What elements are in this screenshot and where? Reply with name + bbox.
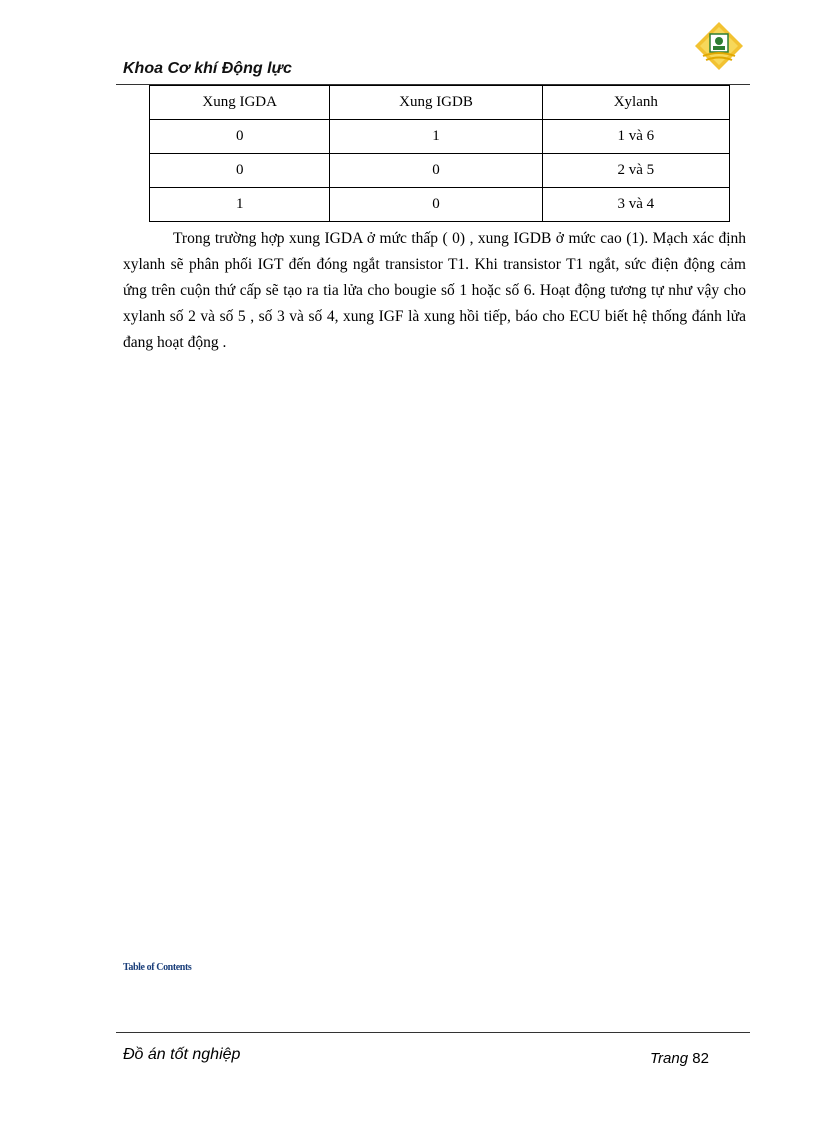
table-cell: 3 và 4	[542, 188, 729, 222]
column-header: Xylanh	[542, 86, 729, 120]
footer-divider	[116, 1032, 750, 1033]
column-header: Xung IGDA	[150, 86, 330, 120]
table-cell: 0	[330, 188, 542, 222]
page-number: 82	[692, 1050, 709, 1067]
page-indicator	[650, 1050, 709, 1067]
table-cell: 1	[150, 188, 330, 222]
ignition-table	[149, 85, 730, 222]
table-cell: 1 và 6	[542, 120, 729, 154]
body-paragraph: Trong trường hợp xung IGDA ở mức thấp ( 0) , xung IGDB ở mức cao (1). Mạch xác định xylanh sẽ phân phối IGT đến đóng ngắt transistor T1. Khi transistor T1 ngắt, sức điện động cảm ứng trên cuộn thứ cấp sẽ tạo ra tia lửa cho bougie số 1 hoặc số 6. Hoạt động tương tự như vậy cho xylanh số 2 và số 5 , số 3 và số 4, xung IGF là xung hồi tiếp, báo cho ECU biết hệ thống đánh lửa đang hoạt động .	[123, 230, 746, 351]
header-title: Khoa Cơ khí Động lực	[123, 60, 292, 77]
table-cell: 0	[150, 120, 330, 154]
table-row	[150, 154, 730, 188]
table-cell: 1	[330, 120, 542, 154]
table-row	[150, 120, 730, 154]
table-header-row	[150, 86, 730, 120]
table-of-contents-link[interactable]: Table of Contents	[123, 962, 192, 973]
column-header: Xung IGDB	[330, 86, 542, 120]
table-cell: 0	[150, 154, 330, 188]
table-cell: 0	[330, 154, 542, 188]
table-cell: 2 và 5	[542, 154, 729, 188]
table-row	[150, 188, 730, 222]
page-label: Trang	[650, 1050, 689, 1067]
university-emblem-icon	[693, 20, 745, 72]
footer-document-title: Đồ án tốt nghiệp	[123, 1046, 241, 1063]
